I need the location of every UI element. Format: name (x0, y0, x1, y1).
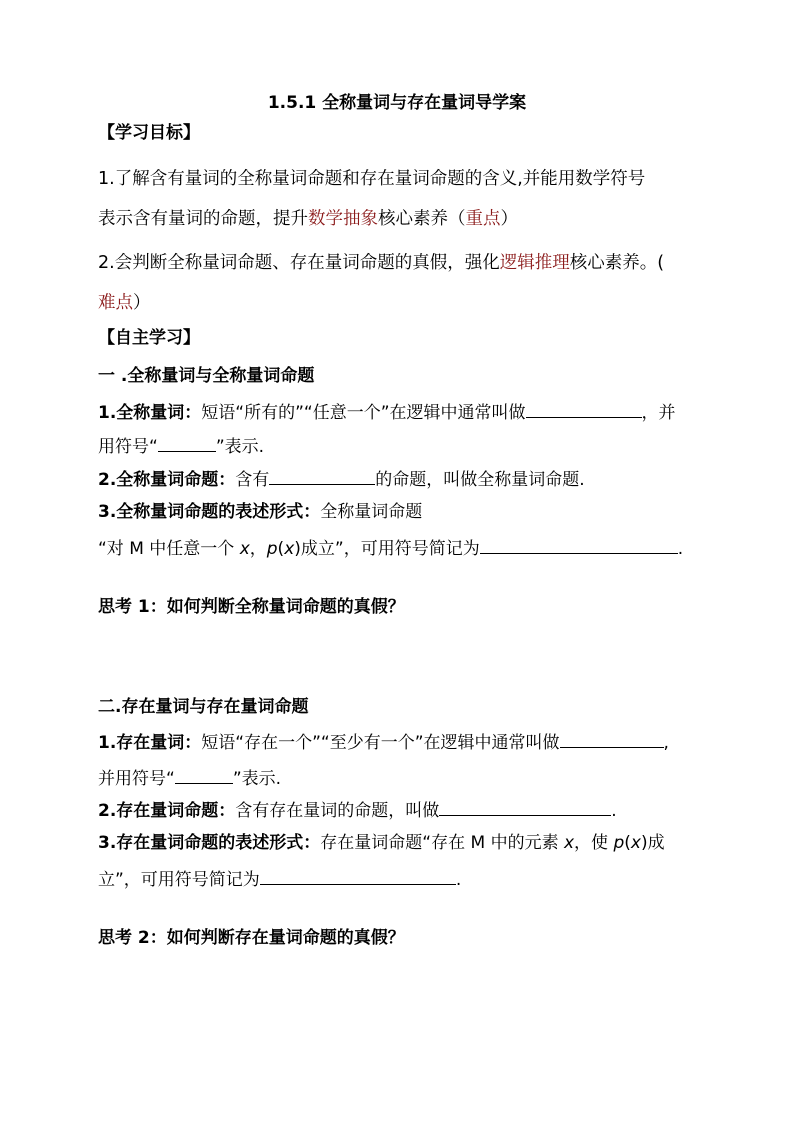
s1-item-3: 3.全称量词命题的表述形式：全称量词命题 (98, 502, 423, 522)
goal-1-line-1: 1.了解含有量词的全称量词命题和存在量词命题的含义,并能用数学符号 (98, 169, 646, 189)
s1-item-1: 1.全称量词：短语“所有的”“任意一个”在逻辑中通常叫做 ，并 (98, 400, 676, 424)
answer-blank[interactable] (175, 766, 233, 784)
s2-item-2: 2.存在量词命题：含有存在量词的命题，叫做 . (98, 798, 617, 822)
answer-blank[interactable] (560, 730, 664, 748)
page-title: 1.5.1 全称量词与存在量词导学案 (267, 93, 527, 113)
answer-blank[interactable] (526, 400, 642, 418)
answer-blank[interactable] (480, 536, 678, 554)
answer-blank[interactable] (439, 798, 611, 816)
s1-item-2: 2.全称量词命题：含有 的命题，叫做全称量词命题. (98, 467, 585, 491)
key-point-term: 重点 (465, 209, 501, 229)
s1-item-1-line-2: 用符号“ ”表示. (98, 434, 264, 458)
math-abstraction-term: 数学抽象 (308, 209, 378, 229)
answer-blank[interactable] (158, 434, 216, 452)
goal-2-line-2: 难点） (98, 293, 151, 313)
think-2: 思考 2：如何判断存在量词命题的真假？ (98, 928, 405, 948)
section-1-heading: 一 .全称量词与全称量词命题 (98, 366, 315, 386)
goals-heading: 【学习目标】 (98, 123, 200, 143)
self-study-heading: 【自主学习】 (98, 328, 200, 348)
s2-item-1-line-2: 并用符号“ ”表示. (98, 766, 281, 790)
goal-2-line-1: 2.会判断全称量词命题、存在量词命题的真假，强化逻辑推理核心素养。( (98, 253, 665, 273)
answer-blank[interactable] (269, 467, 375, 485)
difficulty-term: 难点 (98, 293, 133, 313)
s1-item-3-line-2: “对 M 中任意一个 x，p(x)成立”，可用符号简记为 . (98, 536, 683, 560)
logic-reasoning-term: 逻辑推理 (499, 253, 570, 273)
answer-blank[interactable] (260, 867, 456, 885)
goal-1-line-2: 表示含有量词的命题，提升数学抽象核心素养（重点） (98, 209, 518, 229)
s2-item-1: 1.存在量词：短语“存在一个”“至少有一个”在逻辑中通常叫做 , (98, 730, 669, 754)
think-1: 思考 1：如何判断全称量词命题的真假？ (98, 597, 405, 617)
s2-item-3-line-2: 立”，可用符号简记为 . (98, 867, 461, 891)
section-2-heading: 二.存在量词与存在量词命题 (98, 697, 309, 717)
s2-item-3: 3.存在量词命题的表述形式：存在量词命题“存在 M 中的元素 x，使 p(x)成 (98, 833, 665, 853)
